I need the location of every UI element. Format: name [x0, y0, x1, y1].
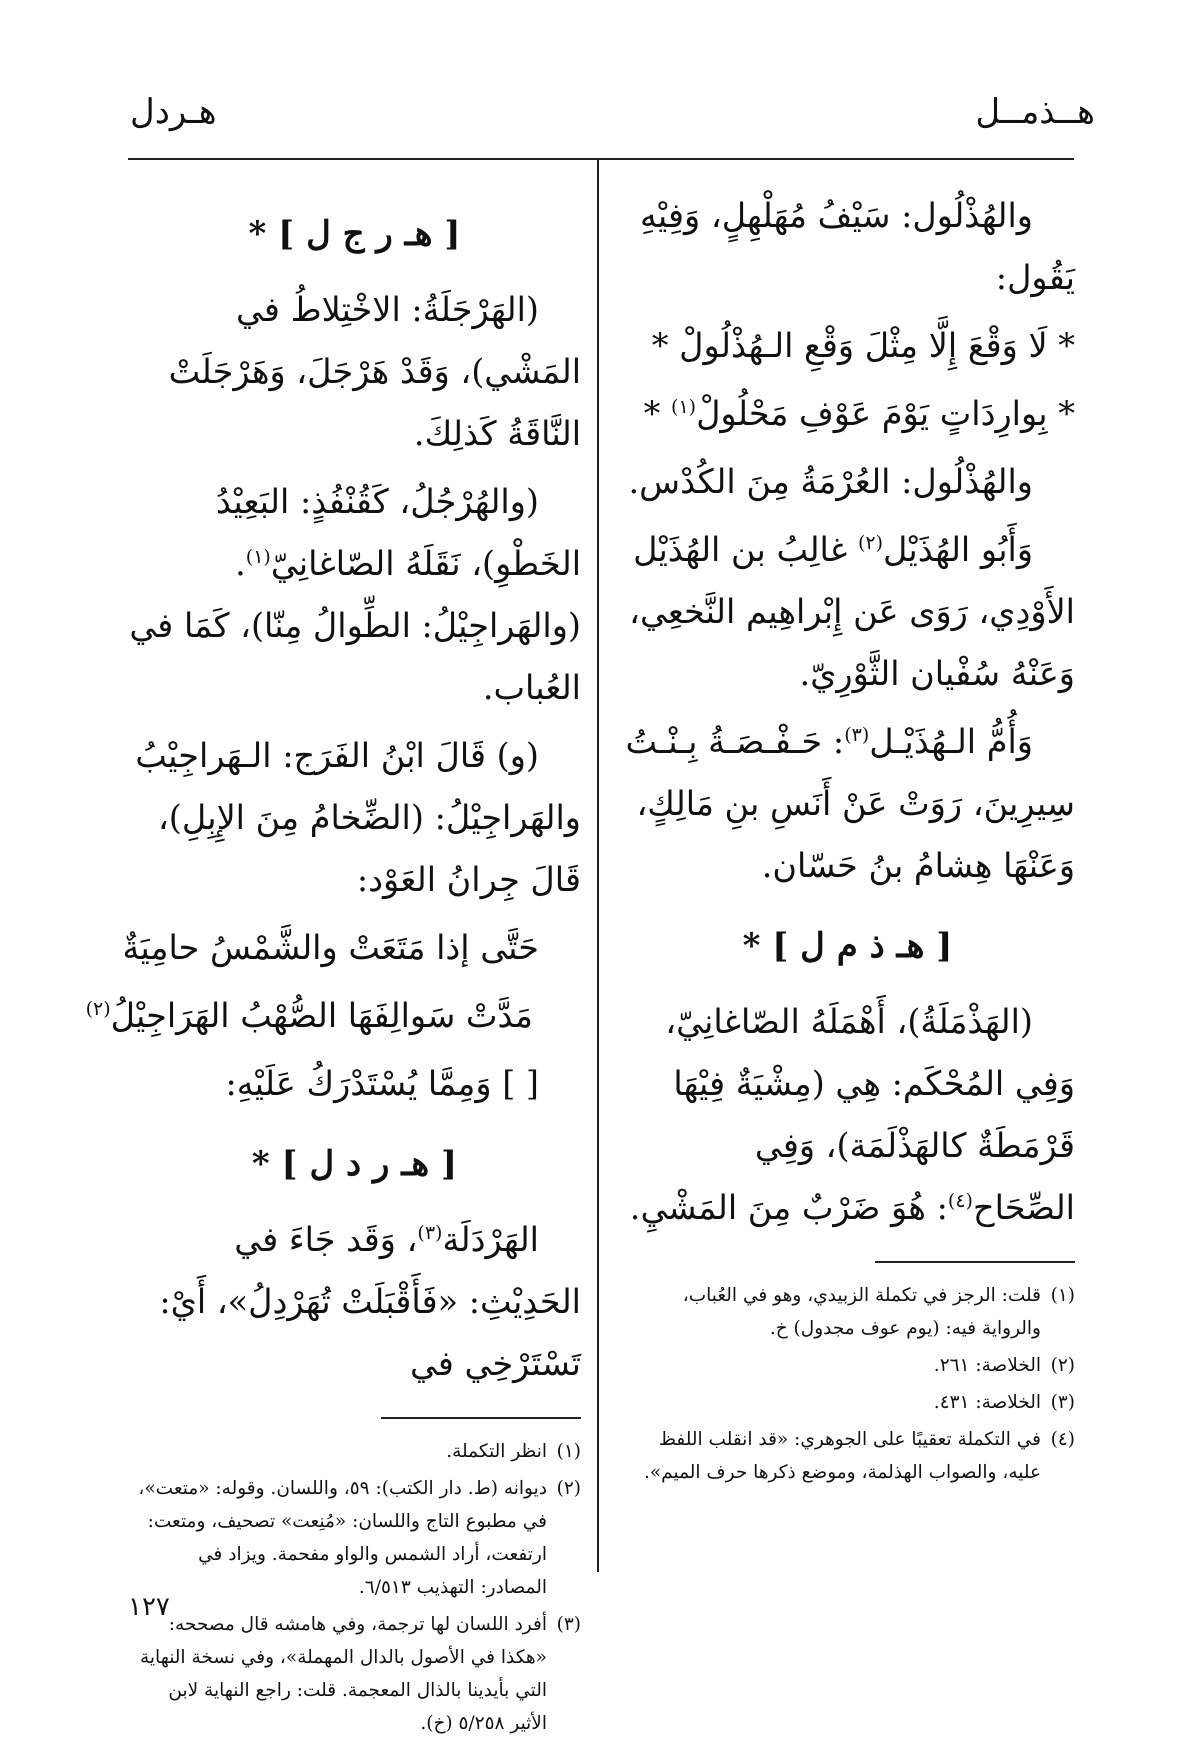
right-column — [620, 185, 1075, 1493]
footnote-text: أفرد اللسان لها ترجمة، وفي هامشه قال مصححه: «هكذا في الأصول بالدال المهملة»، وفي نسخة النهاية التي بأيدينا بالذال المعجمة. قلت: راجع النهاية لابن الأثير ٥/٢٥٨ (خ). — [139, 1614, 547, 1734]
hadhmala-text-b: : هُوَ ضَرْبٌ مِنَ المَشْيِ. — [629, 1188, 948, 1227]
footnote-ref-1[interactable]: (١) — [245, 545, 271, 568]
left-column — [85, 185, 581, 1744]
paragraph-umm-hudhayl — [620, 711, 1075, 897]
paragraph-hudhlul-sword: والهُذْلُول: سَيْفُ مُهَلْهِلٍ، وَفِيْهِ يَقُول: — [639, 196, 1075, 297]
verse-line-2-text: * بِوارِدَاتٍ يَوْمَ عَوْفِ مَحْلُولْ — [696, 394, 1075, 433]
hurjul-text-b: . (والهَراجِيْلُ: الطِّوالُ مِنّا)، كَمَا في العُباب. — [129, 544, 581, 707]
abu-hudhayl-name: وَأَبُو الهُذَيْل — [883, 530, 1033, 569]
footnote-number: (٣) — [556, 1614, 581, 1635]
paragraph-hurjul — [128, 471, 581, 719]
verse-line-1: * لَا وَقْعَ إِلَّا مِثْلَ وَقْعِ الـهُذْلُولْ * — [651, 326, 1075, 365]
footnote-ref-2[interactable]: (٢) — [85, 997, 111, 1020]
page-number: ١٢٧ — [128, 1592, 170, 1622]
column-divider — [597, 160, 599, 1572]
footnote-text: ديوانه (ط. دار الكتب): ٥٩، واللسان. وقوله: «متعت»، في مطبوع التاج واللسان: «مُنِعت» تصحيف، ومتعت: ارتفعت، أراد الشمس والواو مفحمة. ويزاد في المصادر: التهذيب ٦/٥١٣. — [138, 1478, 547, 1598]
footnote-ref-1[interactable]: (١) — [671, 395, 697, 418]
entry-heading-hdhml: [ هـ ذ م ل ] * — [742, 926, 953, 966]
entry-heading-hrdl: [ هـ ر د ل ] * — [251, 1144, 458, 1184]
hadhmala-text-a: (الهَذْمَلَةُ)، أَهْمَلَهُ الصّاغانِيّ، وَفِي المُحْكَم: هِي (مِشْيَةٌ فِيْهَا قَرْمَطَةٌ كالهَذْلَمَة)، وَفِي الصِّحَاح — [665, 1002, 1075, 1227]
footnote-text: الخلاصة: ٢٦١. — [933, 1355, 1041, 1376]
abu-hudhayl-text: غالِبُ بن الهُذَيْل الأَوْدِي، رَوَى عَن إِبْراهِيم النَّخعِي، وَعَنْهُ سُفْيان الثَّوْرِيّ. — [629, 530, 1075, 693]
footnote-number: (٢) — [1050, 1355, 1075, 1376]
hardala-text-b: ، وَقَد جَاءَ في الحَدِيْثِ: «فَأَقْبَلَتْ تُهَرْدِلُ»، أَيْ: تَسْتَرْخِي في — [159, 1220, 581, 1383]
footnote-rule-left — [381, 1417, 581, 1419]
footnote-number: (٤) — [1050, 1429, 1075, 1450]
paragraph-mustadrak: [ ] وَمِمَّا يُسْتَدْرَكُ عَلَيْهِ: — [225, 1064, 539, 1103]
footnote-text: في التكملة تعقيبًا على الجوهري: «قد انقلب اللفظ عليه، والصواب الهذلمة، وموضع ذكرها حرف الميم». — [643, 1429, 1041, 1483]
paragraph-hadhmala — [620, 991, 1075, 1239]
footnote-text: انظر التكملة. — [446, 1441, 547, 1462]
footnote-number: (٢) — [556, 1478, 581, 1499]
poem-verse-1: حَتَّى إذا مَتَعَتْ والشَّمْسُ حامِيَةٌ — [122, 928, 539, 967]
footnote-ref-2[interactable]: (٢) — [857, 531, 883, 554]
footnote-item — [620, 1423, 1075, 1489]
entry-heading-hrjl: [ هـ ر ج ل ] * — [248, 214, 461, 254]
paragraph-ibn-faraj: (و) قَالَ ابْنُ الفَرَج: الـهَراجِيْبُ والهَراجِيْلُ: (الضِّخامُ مِنَ الإِبِلِ)، قَالَ جِرانُ العَوْد: — [135, 736, 581, 899]
footnote-ref-3[interactable]: (٣) — [417, 1221, 443, 1244]
footnote-item — [128, 1608, 581, 1740]
poem-verse-2 — [85, 985, 581, 1047]
hurjul-text-a: (والهُرْجُلُ، كَقُنْفُذٍ: البَعِيْدُ الخَطْوِ)، نَقَلَهُ الصّاغانِيّ — [215, 482, 581, 583]
poem-verse-2-text: مَدَّتْ سَوالِفَهَا الصُّهْبُ الهَرَاجِيْلُ — [110, 996, 533, 1035]
footnote-number: (٣) — [1050, 1392, 1075, 1413]
paragraph-hardala — [128, 1209, 581, 1395]
footnote-item — [128, 1472, 581, 1604]
footnote-number: (١) — [556, 1441, 581, 1462]
footnote-ref-3[interactable]: (٣) — [844, 723, 870, 746]
footnote-rule-right — [875, 1261, 1075, 1263]
footnote-item — [620, 1349, 1075, 1382]
umm-hudhayl-name: وَأُمُّ الـهُذَيْـل — [869, 722, 1033, 761]
footnotes-right — [620, 1279, 1075, 1489]
hardala-text-a: الهَرْدَلَة — [442, 1220, 539, 1259]
running-head-right: هــذمــل — [975, 92, 1095, 132]
footnote-text: الخلاصة: ٤٣١. — [933, 1392, 1041, 1413]
paragraph-harjala: (الهَرْجَلَةُ: الاخْتِلاطُ في المَشْي)، وَقَدْ هَرْجَلَ، وَهَرْجَلَتْ النَّاقَةُ كَذلِكَ. — [168, 290, 581, 453]
footnote-text: قلت: الرجز في تكملة الزبيدي، وهو في العُباب، والرواية فيه: (يوم عوف مجدول) خ. — [682, 1285, 1041, 1339]
footnotes-left — [128, 1435, 581, 1740]
footnote-number: (١) — [1050, 1285, 1075, 1306]
verse-line-2-end: * — [643, 394, 672, 433]
footnote-item — [620, 1386, 1075, 1419]
footnote-ref-4[interactable]: (٤) — [947, 1189, 973, 1212]
header-rule — [128, 158, 1074, 160]
umm-hudhayl-text: : حَـفْـصَـةُ بِـنْـتُ سِيرِينَ، رَوَتْ عَنْ أَنَسِ بنِ مَالِكٍ، وَعَنْهَا هِشامُ بنُ حَسّان. — [625, 722, 1075, 885]
running-head-left: هـردل — [130, 92, 217, 132]
footnote-item — [128, 1435, 581, 1468]
footnote-item — [620, 1279, 1075, 1345]
paragraph-abu-hudhayl — [620, 519, 1075, 705]
paragraph-hudhlul-urma: والهُذْلُول: العُرْمَةُ مِنَ الكُدْس. — [628, 462, 1033, 501]
verse-line-2 — [620, 383, 1075, 445]
